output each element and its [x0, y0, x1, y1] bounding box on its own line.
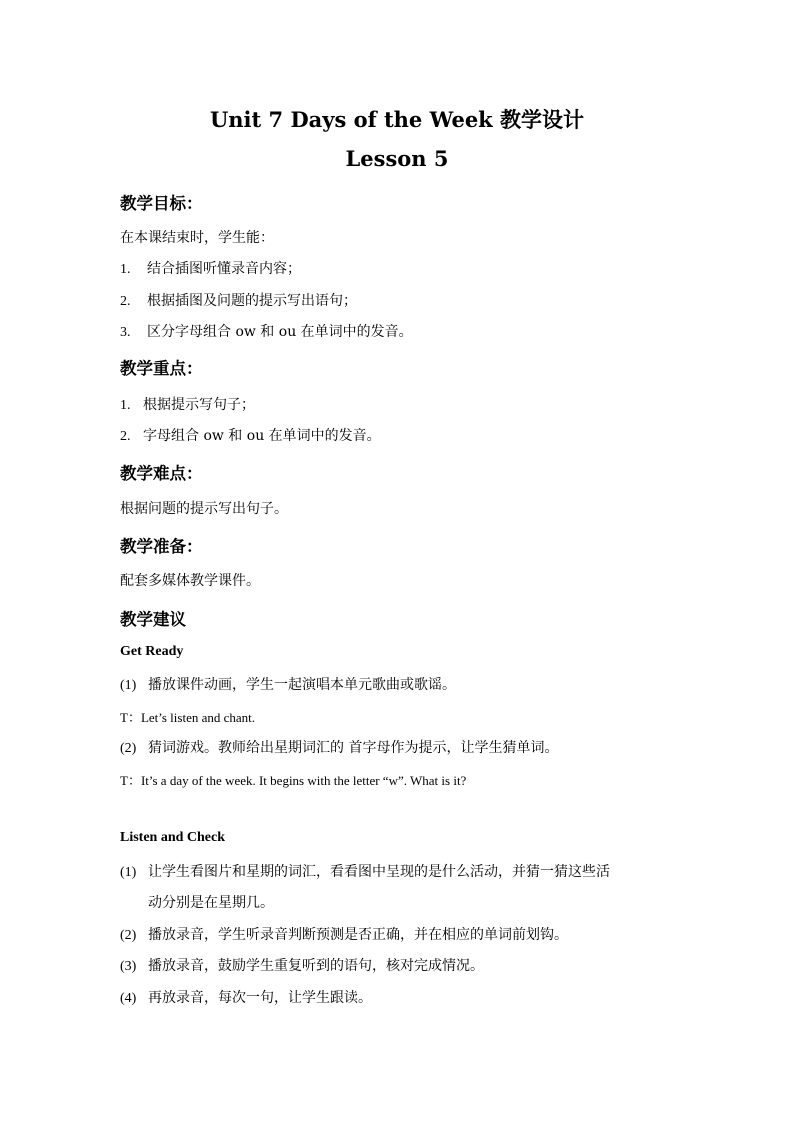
- objective-item: [120, 321, 413, 341]
- list-text: 播放录音，鼓励学生重复听到的语句，核对完成情况。: [148, 958, 484, 974]
- list-text: 猜词游戏。教师给出星期词汇的 首字母作为提示，让学生猜单词。: [148, 740, 559, 756]
- preparation-heading: 教学准备：: [120, 537, 203, 556]
- list-number: (2): [120, 928, 137, 943]
- objective-item: [120, 258, 301, 278]
- list-text: 让学生看图片和星期的词汇，看看图中呈现的是什么活动，并猜一猜这些活: [148, 864, 610, 880]
- list-text: 播放课件动画，学生一起演唱本单元歌曲或歌谣。: [148, 677, 456, 693]
- preparation-text: 配套多媒体教学课件。: [120, 573, 260, 589]
- get-ready-item: [120, 674, 456, 694]
- list-number: (3): [120, 959, 137, 974]
- list-text: 播放录音，学生听录音判断预测是否正确，并在相应的单词前划钩。: [148, 927, 568, 943]
- list-text: 区分字母组合 ow 和 ou 在单词中的发音。: [147, 324, 413, 340]
- list-number: 1.: [120, 398, 131, 413]
- listen-check-item: [120, 924, 568, 944]
- list-text: 再放录音，每次一句，让学生跟读。: [148, 990, 372, 1006]
- key-point-item: [120, 425, 381, 445]
- objective-item: [120, 290, 357, 310]
- key-points-heading: 教学重点：: [120, 359, 203, 378]
- difficulties-heading: 教学难点：: [120, 464, 203, 483]
- get-ready-item: [120, 737, 558, 757]
- list-text: 根据提示写句子；: [143, 397, 255, 413]
- get-ready-title: Get Ready: [120, 644, 184, 659]
- list-text: 根据插图及问题的提示写出语句；: [147, 293, 357, 309]
- list-number: 1.: [120, 262, 131, 277]
- teacher-line: T：It’s a day of the week. It begins with the letter “w”. What is it?: [120, 773, 467, 788]
- difficulties-text: 根据问题的提示写出句子。: [120, 501, 288, 517]
- objectives-heading: 教学目标：: [120, 194, 203, 213]
- listen-check-item: [120, 955, 484, 975]
- lesson-subtitle: Lesson 5: [345, 146, 449, 171]
- suggestions-heading: 教学建议: [120, 610, 186, 629]
- list-number: 3.: [120, 325, 131, 340]
- key-point-item: [120, 394, 255, 414]
- list-number: 2.: [120, 294, 131, 309]
- document-title: Unit 7 Days of the Week 教学设计: [209, 107, 585, 132]
- list-number: 2.: [120, 429, 131, 444]
- teacher-line: T：Let’s listen and chant.: [120, 710, 256, 725]
- objectives-intro: 在本课结束时，学生能：: [120, 230, 274, 246]
- list-text: 字母组合 ow 和 ou 在单词中的发音。: [143, 428, 381, 444]
- listen-check-item: [120, 987, 372, 1007]
- list-number: (4): [120, 991, 137, 1006]
- list-number: (1): [120, 678, 137, 693]
- listen-check-title: Listen and Check: [120, 830, 226, 845]
- listen-check-item: [120, 861, 610, 881]
- list-number: (1): [120, 865, 137, 880]
- list-text: 结合插图听懂录音内容；: [147, 261, 301, 277]
- listen-check-item-continued: 动分别是在星期几。: [148, 895, 274, 911]
- list-number: (2): [120, 741, 137, 756]
